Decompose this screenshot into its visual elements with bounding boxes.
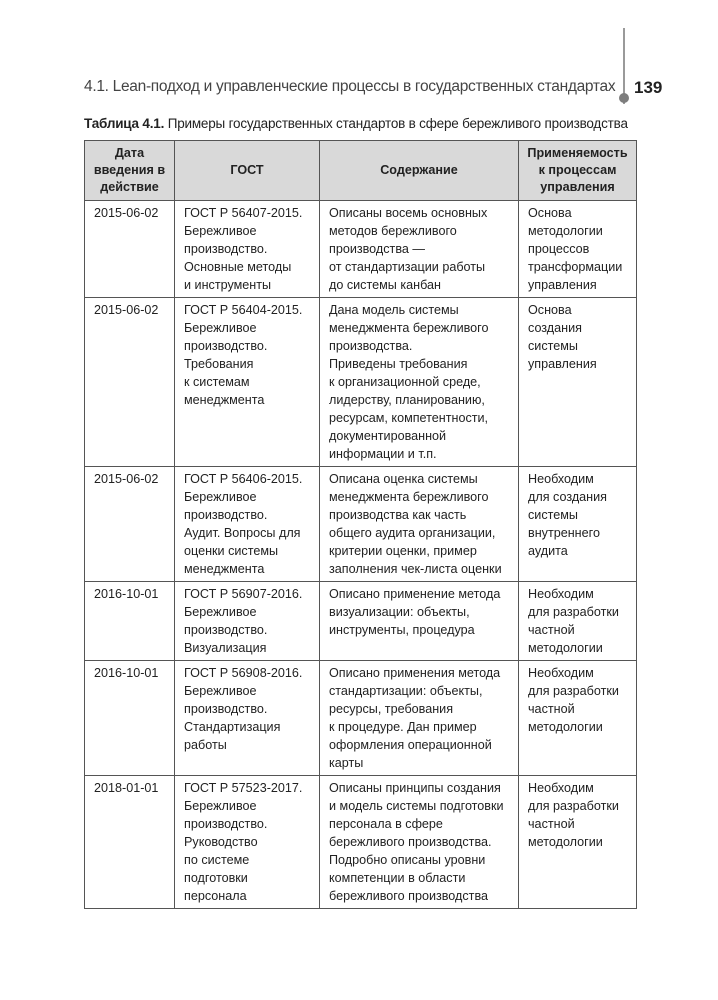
cell-gost: ГОСТ Р 56406-2015. Бережливое производство. Аудит. Вопросы для оценки системы менеджмента: [175, 467, 320, 582]
running-header: [84, 78, 676, 104]
table-row: [85, 201, 637, 298]
cell-applicability: Основа создания системы управления: [519, 298, 637, 467]
cell-applicability: Необходим для разработки частной методологии: [519, 582, 637, 661]
cell-content: Описаны восемь основных методов бережливого производства — от стандартизации работы до системы канбан: [320, 201, 519, 298]
cell-applicability: Основа методологии процессов трансформации управления: [519, 201, 637, 298]
table-header-row: [85, 141, 637, 201]
cell-date: 2018-01-01: [85, 776, 175, 909]
table-caption-label: Таблица 4.1.: [84, 116, 165, 131]
cell-gost: ГОСТ Р 56407-2015. Бережливое производство. Основные методы и инструменты: [175, 201, 320, 298]
cell-applicability: Необходим для разработки частной методологии: [519, 661, 637, 776]
column-header-content: Содержание: [320, 141, 519, 201]
running-title: 4.1. Lean-подход и управленческие процессы в государственных стандартах: [84, 78, 616, 95]
table-caption: [84, 116, 628, 131]
cell-date: 2016-10-01: [85, 582, 175, 661]
page-number: 139: [634, 78, 663, 97]
table-row: [85, 776, 637, 909]
cell-content: Описана оценка системы менеджмента бережливого производства как часть общего аудита организации, критерии оценки, пример заполнения чек-листа оценки: [320, 467, 519, 582]
column-header-gost: ГОСТ: [175, 141, 320, 201]
cell-date: 2015-06-02: [85, 298, 175, 467]
column-header-applicability: Применяемость к процессам управления: [519, 141, 637, 201]
cell-gost: ГОСТ Р 56907-2016. Бережливое производство. Визуализация: [175, 582, 320, 661]
standards-table: [84, 140, 637, 909]
table-row: [85, 582, 637, 661]
cell-gost: ГОСТ Р 56404-2015. Бережливое производство. Требования к системам менеджмента: [175, 298, 320, 467]
cell-applicability: Необходим для разработки частной методологии: [519, 776, 637, 909]
column-header-date: Дата введения в действие: [85, 141, 175, 201]
cell-content: Описаны принципы создания и модель системы подготовки персонала в сфере бережливого производства. Подробно описаны уровни компетенции в области бережливого производства: [320, 776, 519, 909]
cell-content: Дана модель системы менеджмента бережливого производства. Приведены требования к организационной среде, лидерству, планированию, ресурсам, компетентности, документированной информации и т.п.: [320, 298, 519, 467]
table-row: [85, 467, 637, 582]
cell-gost: ГОСТ Р 57523-2017. Бережливое производство. Руководство по системе подготовки персонала: [175, 776, 320, 909]
cell-date: 2015-06-02: [85, 201, 175, 298]
cell-date: 2016-10-01: [85, 661, 175, 776]
table-row: [85, 298, 637, 467]
cell-content: Описано применения метода стандартизации: объекты, ресурсы, требования к процедуре. Дан пример оформления операционной карты: [320, 661, 519, 776]
cell-content: Описано применение метода визуализации: объекты, инструменты, процедура: [320, 582, 519, 661]
header-rule-dot: [619, 93, 629, 103]
cell-applicability: Необходим для создания системы внутреннего аудита: [519, 467, 637, 582]
table-caption-text: Примеры государственных стандартов в сфере бережливого производства: [164, 116, 628, 131]
table-row: [85, 661, 637, 776]
cell-date: 2015-06-02: [85, 467, 175, 582]
cell-gost: ГОСТ Р 56908-2016. Бережливое производство. Стандартизация работы: [175, 661, 320, 776]
